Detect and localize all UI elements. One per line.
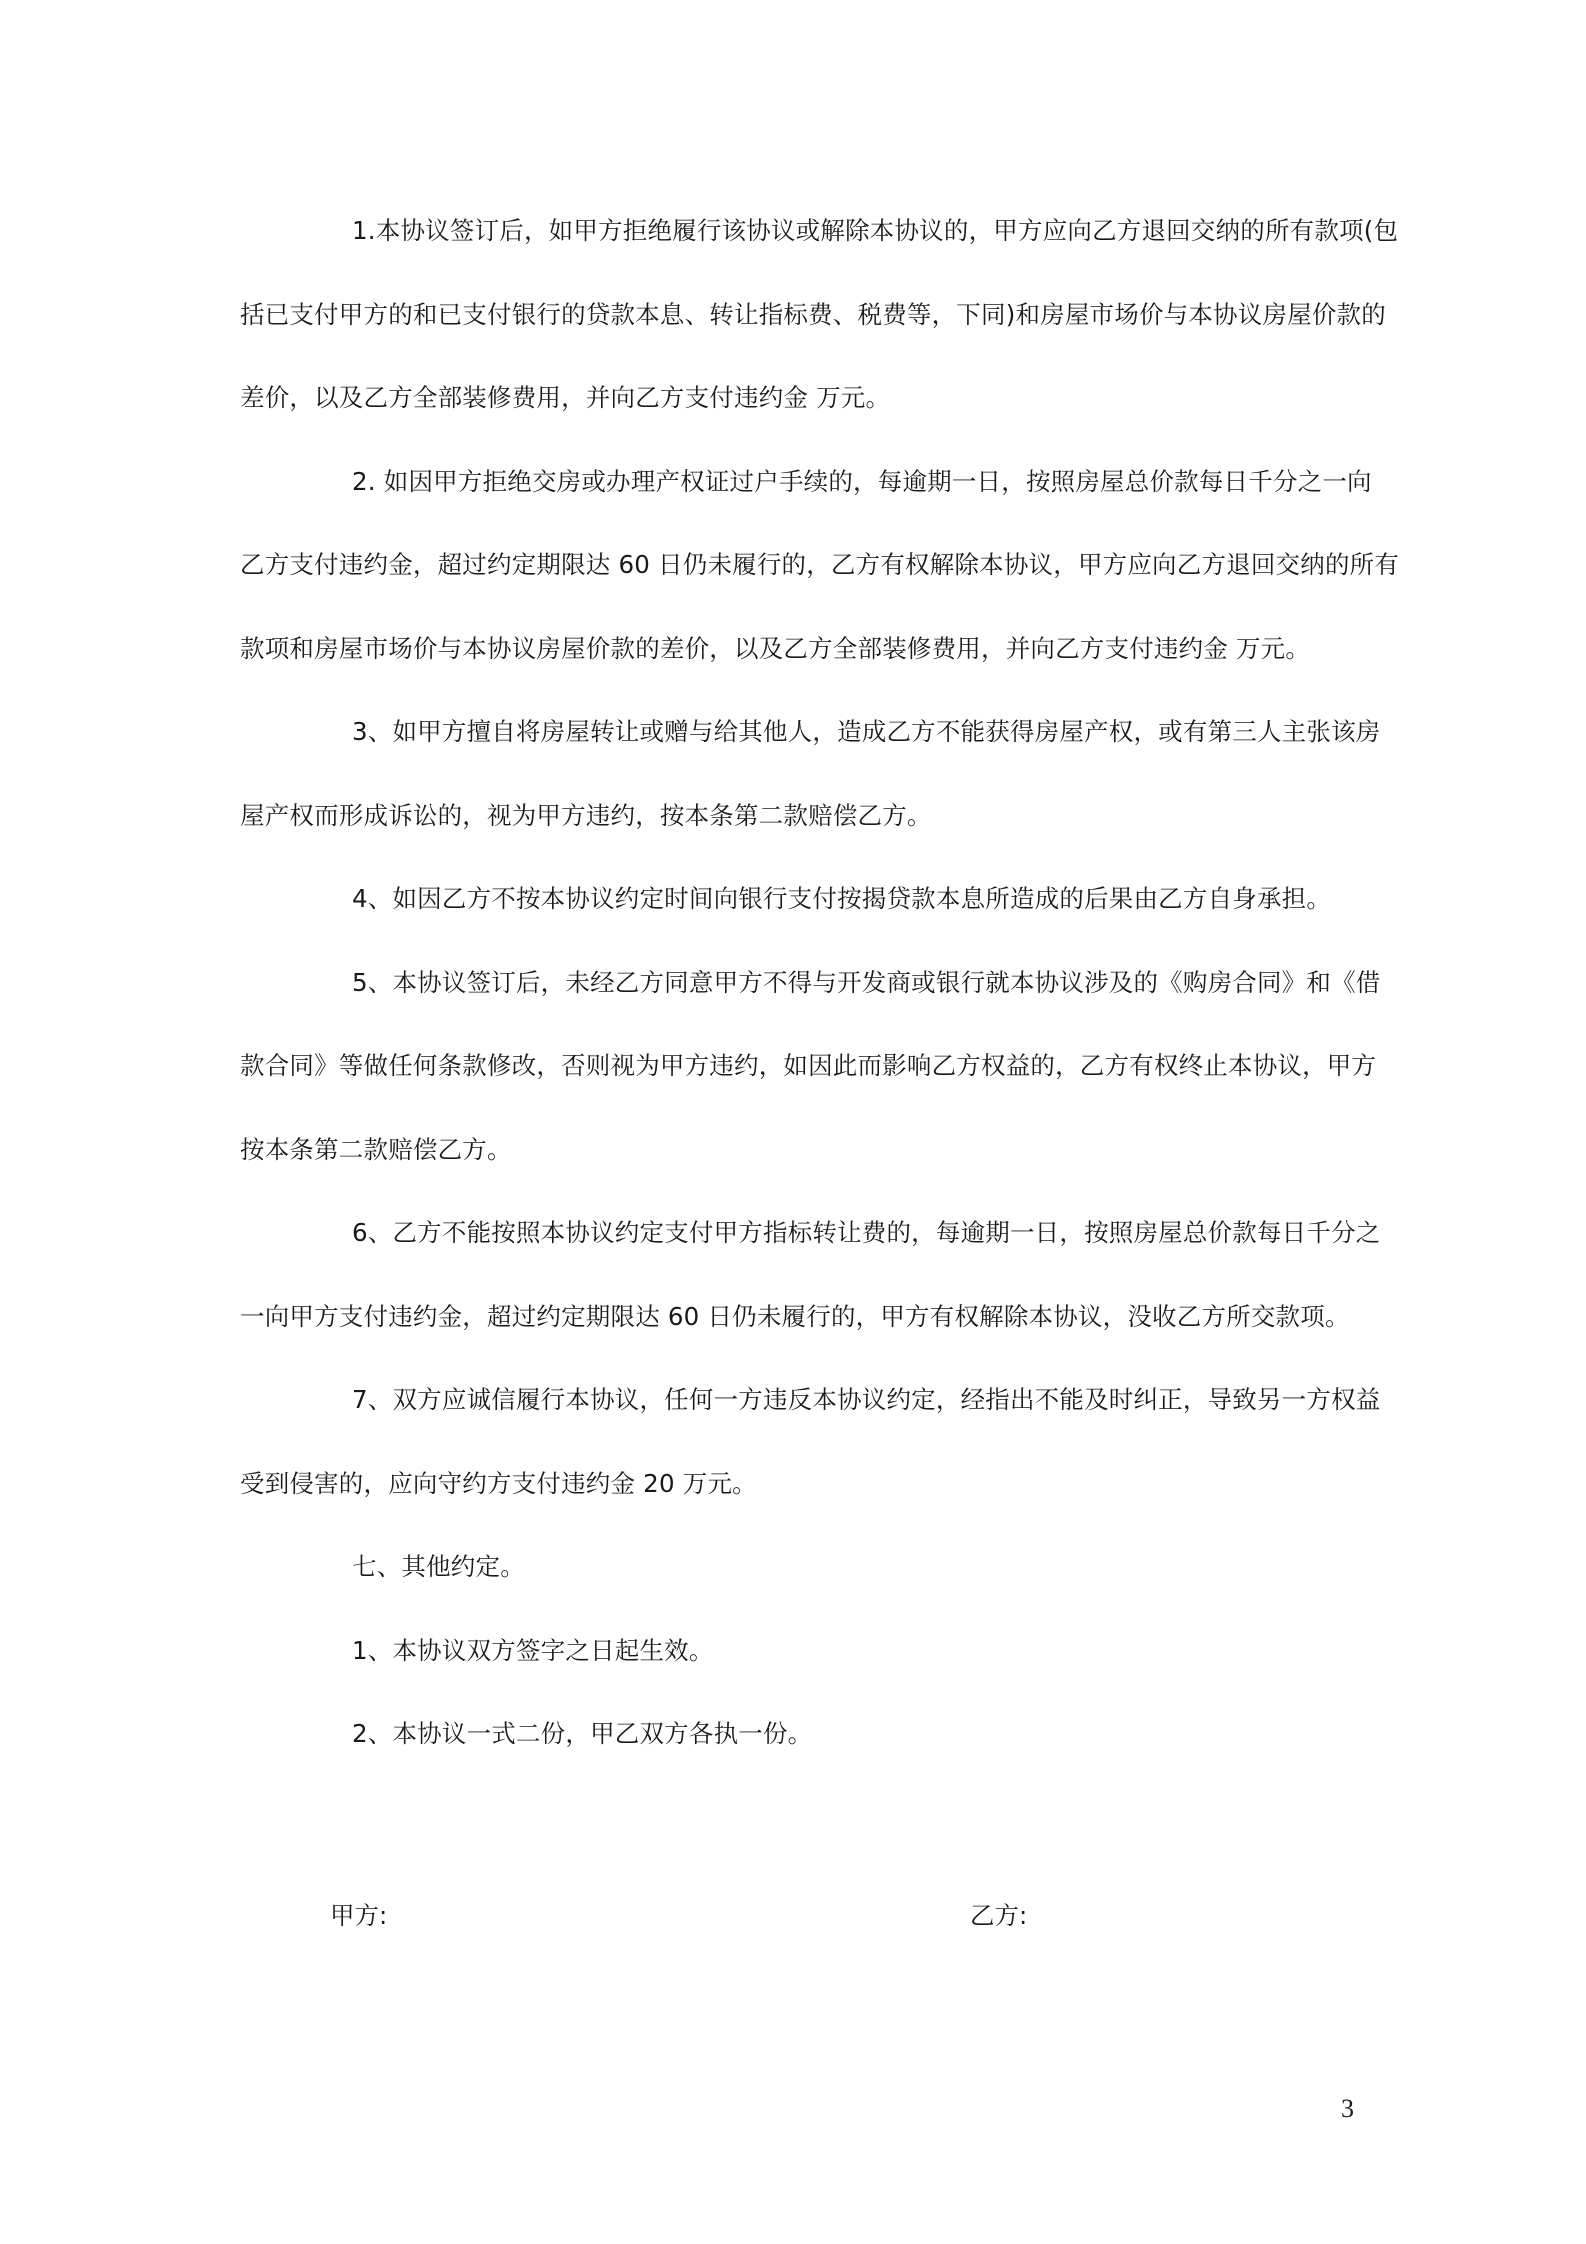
text-line: 1.本协议签订后，如甲方拒绝履行该协议或解除本协议的，甲方应向乙方退回交纳的所有款项(包 <box>352 216 1399 245</box>
text-line: 2、本协议一式二份，甲乙双方各执一份。 <box>352 1719 813 1748</box>
text-line: 屋产权而形成诉讼的，视为甲方违约，按本条第二款赔偿乙方。 <box>240 801 932 830</box>
text-line: 款合同》等做任何条款修改，否则视为甲方违约，如因此而影响乙方权益的，乙方有权终止本协议，甲方 <box>240 1051 1377 1080</box>
section-heading: 七、其他约定。 <box>352 1552 525 1581</box>
text-line: 款项和房屋市场价与本协议房屋价款的差价，以及乙方全部装修费用，并向乙方支付违约金 万元。 <box>240 634 1311 663</box>
text-line: 受到侵害的，应向守约方支付违约金 20 万元。 <box>240 1469 757 1498</box>
text-line: 按本条第二款赔偿乙方。 <box>240 1135 512 1164</box>
text-line: 5、本协议签订后，未经乙方同意甲方不得与开发商或银行就本协议涉及的《购房合同》和《借 <box>352 968 1381 997</box>
party-a-signature-label: 甲方: <box>330 1901 388 1930</box>
page-number: 3 <box>1341 2094 1354 2123</box>
party-b-signature-label: 乙方: <box>970 1901 1028 1930</box>
text-line: 4、如因乙方不按本协议约定时间向银行支付按揭贷款本息所造成的后果由乙方自身承担。 <box>352 884 1332 913</box>
text-line: 1、本协议双方签字之日起生效。 <box>352 1636 714 1665</box>
text-line: 一向甲方支付违约金，超过约定期限达 60 日仍未履行的，甲方有权解除本协议，没收乙方所交款项。 <box>240 1302 1350 1331</box>
text-line: 括已支付甲方的和已支付银行的贷款本息、转让指标费、税费等，下同)和房屋市场价与本协议房屋价款的 <box>240 300 1386 329</box>
text-line: 3、如甲方擅自将房屋转让或赠与给其他人，造成乙方不能获得房屋产权，或有第三人主张该房 <box>352 717 1381 746</box>
text-line: 7、双方应诚信履行本协议，任何一方违反本协议约定，经指出不能及时纠正，导致另一方权益 <box>352 1385 1381 1414</box>
text-line: 6、乙方不能按照本协议约定支付甲方指标转让费的，每逾期一日，按照房屋总价款每日千分之 <box>352 1218 1381 1247</box>
text-line: 乙方支付违约金，超过约定期限达 60 日仍未履行的，乙方有权解除本协议，甲方应向乙方退回交纳的所有 <box>240 550 1400 579</box>
text-line: 差价，以及乙方全部装修费用，并向乙方支付违约金 万元。 <box>240 383 891 412</box>
text-line: 2. 如因甲方拒绝交房或办理产权证过户手续的，每逾期一日，按照房屋总价款每日千分之一向 <box>352 467 1372 496</box>
